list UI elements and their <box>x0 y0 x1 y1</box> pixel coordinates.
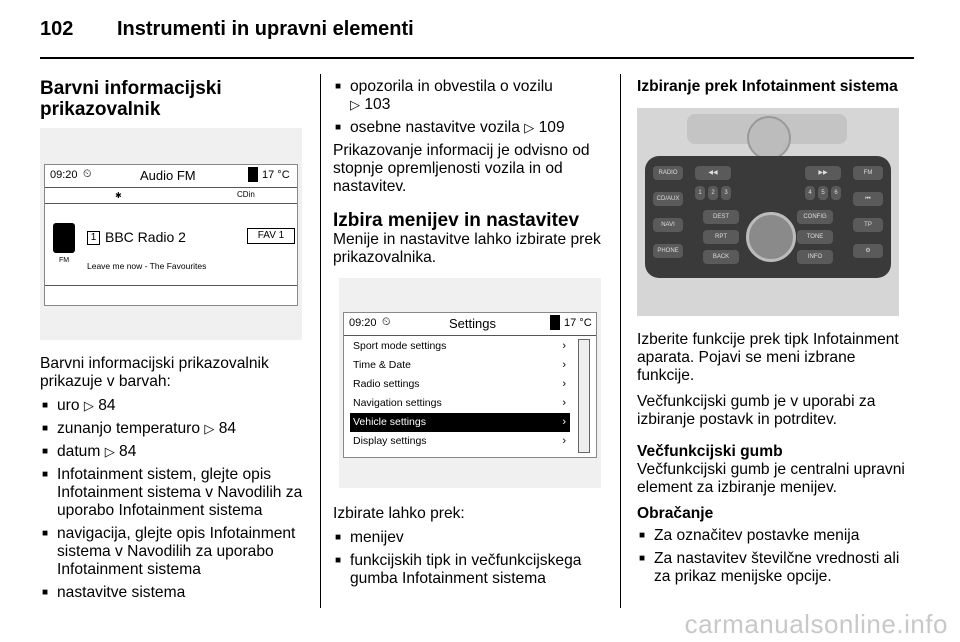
feature-list-cont <box>333 78 605 137</box>
paragraph: Izberite funkcije prek tipk Infotainment aparata. Pojavi se meni izbrane funkcije. <box>637 331 899 384</box>
page-ref-icon: ▷ <box>104 444 115 459</box>
page-ref: 84 <box>218 420 237 437</box>
phone-button: PHONE <box>653 244 683 258</box>
list-item: ■ Za nastavitev številčne vrednosti ali za prikaz menijske opcije. <box>637 550 912 586</box>
turning-list <box>637 527 912 586</box>
page-ref: 103 <box>364 96 391 113</box>
section-heading-3: Izbiranje prek Infotainment sistema <box>637 78 898 95</box>
item-text: zunanjo temperaturo <box>57 420 201 437</box>
list-item: ■ navigacija, glejte opis Infotainment sistema v Navodilih za uporabo Infotainment sistema <box>40 525 308 579</box>
subheading-turning: Obračanje <box>637 505 714 522</box>
menu-item <box>350 356 570 375</box>
column-1 <box>40 78 308 120</box>
page-ref-icon: ▷ <box>524 120 535 135</box>
radio-button: RADIO <box>653 166 683 180</box>
dest-button: DEST <box>703 210 739 224</box>
audio-display-figure <box>40 128 302 340</box>
config-button: CONFIG <box>797 210 833 224</box>
page-ref: 84 <box>98 397 116 414</box>
list-item: ■ menijev <box>333 529 605 547</box>
section-heading-2: Izbira menijev in nastavitev <box>333 210 580 231</box>
intro-text: Menije in nastavitve lahko izbirate prek prikazovalnika. <box>333 231 601 266</box>
info-button: INFO <box>797 250 833 264</box>
prev-button: ◀◀ <box>695 166 731 180</box>
menu-item <box>350 394 570 413</box>
feature-list <box>40 397 308 602</box>
settings-button: ⚙ <box>853 244 883 258</box>
column-divider-1 <box>320 74 321 608</box>
chevron-right-icon: › <box>562 397 566 409</box>
section-heading-1b: prikazovalnik <box>40 99 161 120</box>
list-item <box>40 443 308 461</box>
list-item <box>333 119 605 137</box>
header-rule <box>40 57 914 59</box>
screen-divider <box>45 203 297 204</box>
audio-screen-topbar <box>45 165 297 188</box>
list-item <box>40 397 308 415</box>
select-intro: Izbirate lahko prek: <box>333 505 465 522</box>
chevron-right-icon: › <box>562 416 566 428</box>
column-1-text <box>40 355 308 607</box>
page-header <box>0 0 960 58</box>
bluetooth-icon: ✱ <box>115 191 122 200</box>
screen-divider <box>45 285 297 286</box>
menu-item <box>350 432 570 451</box>
multifunction-knob <box>746 212 796 262</box>
scrollbar <box>578 339 590 453</box>
list-item <box>40 420 308 438</box>
preset-1-button: 1 <box>695 186 705 200</box>
fm-button: FM <box>853 166 883 180</box>
settings-display-figure <box>339 278 601 488</box>
menu-item-label: Radio settings <box>353 378 420 390</box>
column-2-lower <box>333 505 605 593</box>
timer-icon: ⏲ <box>382 316 391 328</box>
list-item: ■ funkcijskih tipk in večfunkcijskega gumba Infotainment sistema <box>333 552 605 588</box>
preset-number: 1 <box>87 231 100 245</box>
outside-temp: 17 °C <box>564 317 592 329</box>
footer <box>0 609 960 642</box>
item-text: datum <box>57 443 101 460</box>
phone-icon <box>248 167 258 182</box>
menu-item-label: Vehicle settings <box>353 416 426 428</box>
preset-6-button: 6 <box>831 186 841 200</box>
settings-screen-topbar <box>344 313 596 336</box>
page-ref-icon: ▷ <box>350 97 360 112</box>
intro-text: Barvni informacijski prikazovalnik prikazuje v barvah: <box>40 355 269 390</box>
control-panel <box>645 156 891 278</box>
list-item <box>333 78 605 114</box>
timer-icon: ⏲ <box>83 168 92 180</box>
chevron-right-icon: › <box>562 340 566 352</box>
track-info: Leave me now - The Favourites <box>87 261 207 271</box>
menu-item-label: Display settings <box>353 435 427 447</box>
outside-temp: 17 °C <box>262 169 290 181</box>
cd-label: CDin <box>237 190 255 199</box>
band-label: FM <box>59 257 70 264</box>
select-list <box>333 529 605 588</box>
back-button: BACK <box>703 250 739 264</box>
preset-3-button: 3 <box>721 186 731 200</box>
tone-button: TONE <box>797 230 833 244</box>
page-title: Instrumenti in upravni elementi <box>117 18 414 40</box>
settings-title: Settings <box>449 316 496 331</box>
next-button: ▶▶ <box>805 166 841 180</box>
station-name: BBC Radio 2 <box>105 229 186 245</box>
rpt-button: RPT <box>703 230 739 244</box>
info-paragraph: Prikazovanje informacij je odvisno od stopnje opremljenosti vozila in od nastavitev. <box>333 142 590 195</box>
phone-icon <box>550 315 560 330</box>
column-3-text <box>637 331 912 591</box>
item-text: osebne nastavitve vozila <box>350 119 520 136</box>
preset-2-button: 2 <box>708 186 718 200</box>
menu-item <box>350 375 570 394</box>
paragraph: Večfunkcijski gumb je v uporabi za izbiranje postavk in potrditev. <box>637 393 876 428</box>
subheading-knob: Večfunkcijski gumb <box>637 443 783 460</box>
column-3 <box>637 78 912 96</box>
preset-5-button: 5 <box>818 186 828 200</box>
source-title: Audio FM <box>140 168 196 183</box>
chevron-right-icon: › <box>562 378 566 390</box>
list-item: ■ nastavitve sistema <box>40 584 308 602</box>
clock: 09:20 <box>50 169 78 181</box>
list-item: ■ Infotainment sistem, glejte opis Infotainment sistema v Navodilih za uporabo Infotainment sistema <box>40 466 308 520</box>
menu-item-label: Time & Date <box>353 359 411 371</box>
menu-item-label: Sport mode settings <box>353 340 447 352</box>
column-2 <box>333 78 605 275</box>
audio-screen <box>44 164 298 306</box>
page-ref: 109 <box>538 119 565 136</box>
preset-4-button: 4 <box>805 186 815 200</box>
navi-button: NAVI <box>653 218 683 232</box>
fav-button: FAV 1 <box>247 228 295 244</box>
page-ref: 84 <box>119 443 137 460</box>
chevron-right-icon: › <box>562 359 566 371</box>
hazard-knob <box>747 116 791 160</box>
column-divider-2 <box>620 74 621 608</box>
list-item: ■ Za označitev postavke menija <box>637 527 912 545</box>
chevron-right-icon: › <box>562 435 566 447</box>
tp-button: TP <box>853 218 883 232</box>
menu-item <box>350 337 570 356</box>
seek-button: ⏮ <box>853 192 883 206</box>
watermark: carmanualsonline.info <box>684 609 948 639</box>
item-text: uro <box>57 397 80 414</box>
page-ref-icon: ▷ <box>83 398 94 413</box>
item-text: opozorila in obvestila o vozilu <box>350 78 553 95</box>
infotainment-console-figure <box>637 108 899 316</box>
cd-aux-button: CD/AUX <box>653 192 683 206</box>
page-number: 102 <box>40 18 74 40</box>
section-heading-1a: Barvni informacijski <box>40 78 222 99</box>
paragraph: Večfunkcijski gumb je centralni upravni element za izbiranje menijev. <box>637 461 905 496</box>
radio-antenna-icon <box>53 223 75 253</box>
menu-item-label: Navigation settings <box>353 397 442 409</box>
page-ref-icon: ▷ <box>204 421 215 436</box>
settings-screen <box>343 312 597 458</box>
clock: 09:20 <box>349 317 377 329</box>
menu-item-selected <box>350 413 570 432</box>
